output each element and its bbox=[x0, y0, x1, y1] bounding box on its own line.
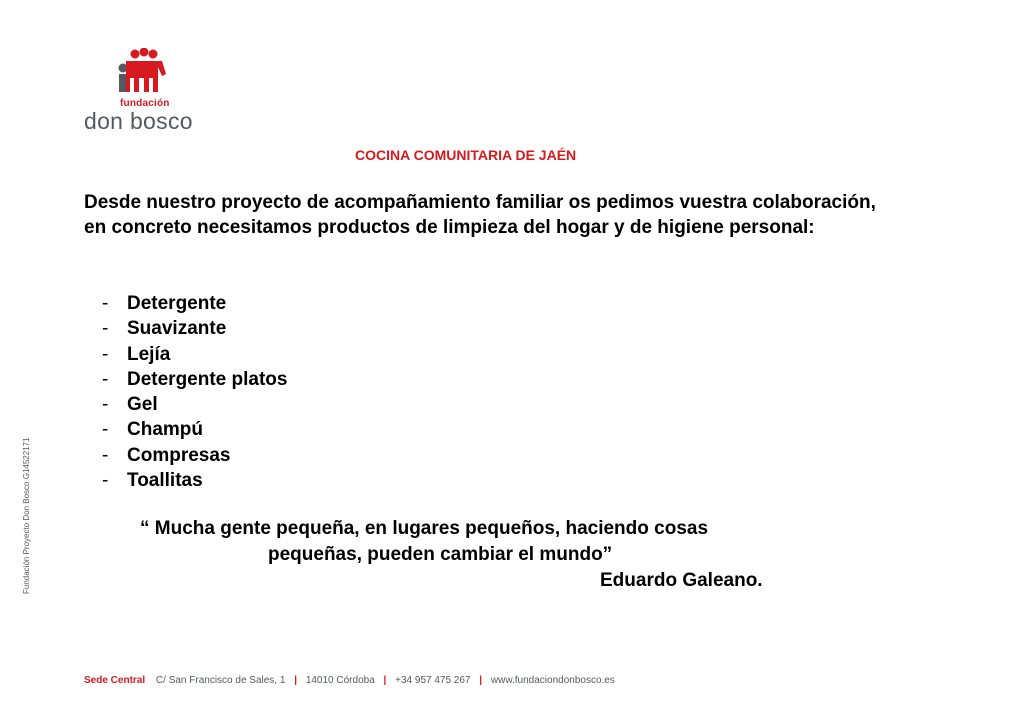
dash-bullet: - bbox=[102, 343, 109, 365]
quote-line-1: “ Mucha gente pequeña, en lugares pequeños, haciendo cosas bbox=[140, 518, 709, 539]
footer-sede: Sede Central bbox=[84, 675, 146, 686]
footer-address: C/ San Francisco de Sales, 1 bbox=[155, 675, 286, 686]
people-logo-icon bbox=[118, 48, 170, 94]
side-registration-text: Fundación Proyecto Don Bosco G14522171 bbox=[22, 437, 31, 594]
footer-separator: | bbox=[294, 675, 298, 686]
item-label: Compresas bbox=[127, 444, 231, 466]
dash-bullet: - bbox=[102, 368, 109, 390]
list-item bbox=[102, 392, 287, 417]
quote-author: Eduardo Galeano. bbox=[600, 570, 763, 591]
item-label: Suavizante bbox=[127, 318, 227, 340]
item-label: Toallitas bbox=[127, 470, 203, 492]
item-label: Gel bbox=[127, 394, 158, 416]
footer-separator: | bbox=[383, 675, 387, 686]
item-label: Detergente platos bbox=[127, 368, 288, 390]
footer-city: 14010 Córdoba bbox=[305, 675, 375, 686]
dash-bullet: - bbox=[102, 419, 109, 441]
quote-line-2: pequeñas, pueden cambiar el mundo” bbox=[268, 544, 613, 565]
list-item bbox=[102, 468, 287, 493]
logo-foundation-text: fundación bbox=[120, 98, 170, 109]
footer bbox=[84, 675, 615, 686]
item-label: Detergente bbox=[127, 293, 227, 314]
list-item bbox=[102, 342, 287, 367]
intro-paragraph: Desde nuestro proyecto de acompañamiento familiar os pedimos vuestra colaboración, en concreto necesitamos productos de limpieza del hogar y de higiene personal: bbox=[84, 192, 876, 238]
list-item bbox=[102, 316, 287, 341]
footer-web-link[interactable]: www.fundaciondonbosco.es bbox=[490, 675, 615, 686]
dash-bullet: - bbox=[102, 394, 109, 416]
item-label: Champú bbox=[127, 419, 203, 441]
list-item bbox=[102, 291, 287, 316]
needed-items-list bbox=[102, 291, 287, 493]
footer-phone: +34 957 475 267 bbox=[395, 675, 471, 686]
footer-separator: | bbox=[479, 675, 483, 686]
list-item bbox=[102, 417, 287, 442]
item-label: Lejía bbox=[127, 343, 171, 365]
list-item bbox=[102, 443, 287, 468]
list-item bbox=[102, 367, 287, 392]
logo bbox=[84, 48, 204, 138]
dash-bullet: - bbox=[102, 293, 109, 314]
dash-bullet: - bbox=[102, 470, 109, 492]
dash-bullet: - bbox=[102, 318, 109, 340]
document-title: COCINA COMUNITARIA DE JAÉN bbox=[355, 147, 577, 163]
dash-bullet: - bbox=[102, 444, 109, 466]
logo-name: don bosco bbox=[84, 108, 193, 134]
